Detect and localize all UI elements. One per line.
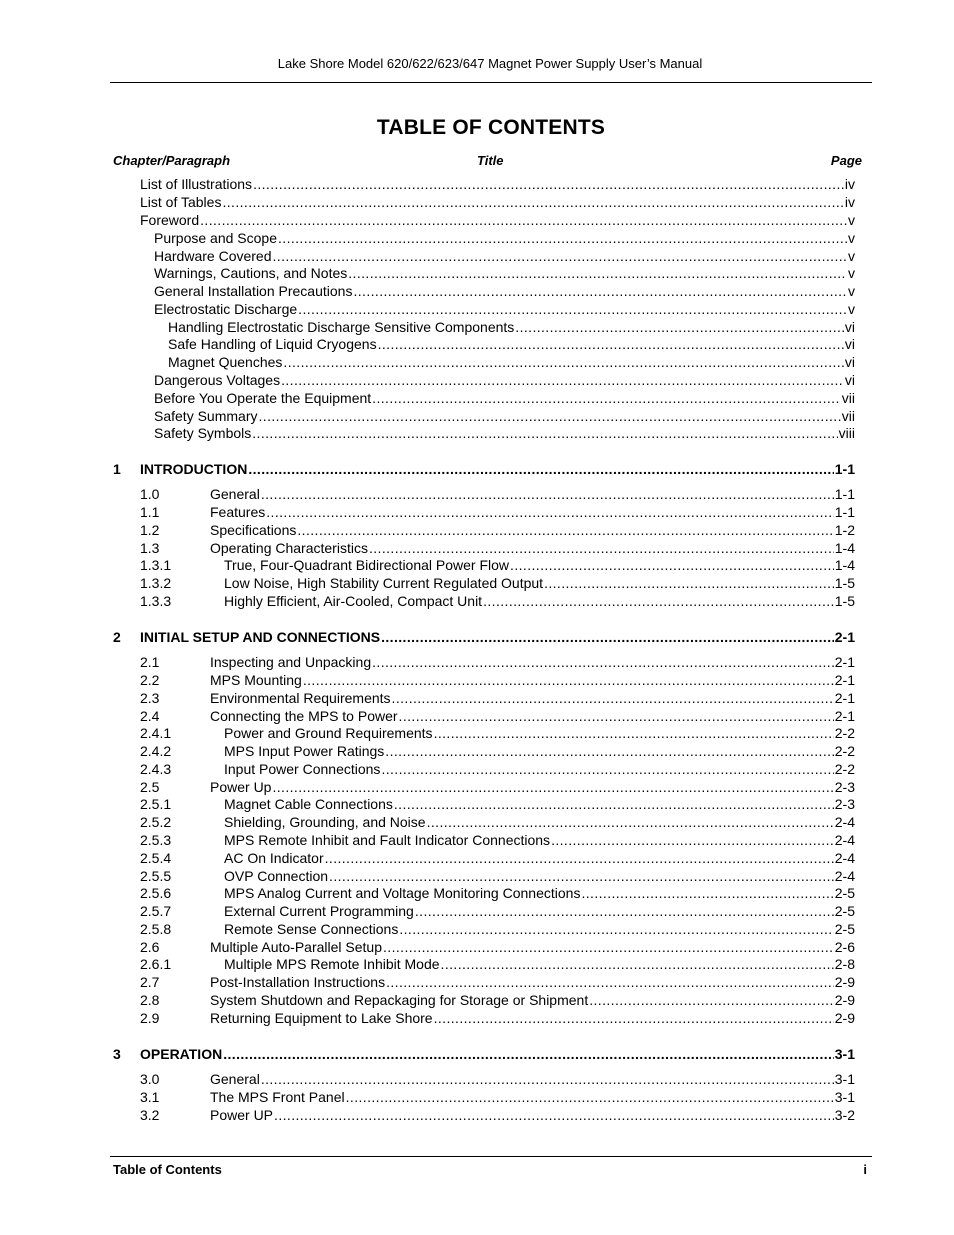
section-number: 2.7 [140,974,160,990]
section-number: 2.4.3 [140,761,172,777]
toc-entry-page: 2-4 [834,868,855,884]
section-number: 2.5.3 [140,832,172,848]
toc-entry-label: Handling Electrostatic Discharge Sensitive Components [168,319,515,335]
dot-leader [261,486,834,503]
toc-entry-label: MPS Mounting [210,672,302,688]
section-number: 3.2 [140,1107,160,1123]
dot-leader [253,176,844,193]
toc-entry-page: viii [838,425,855,441]
column-header-page: Page [830,153,862,168]
toc-entry-page: 2-5 [834,921,855,937]
toc-entry[interactable] [210,690,855,707]
toc-entry[interactable] [224,557,855,574]
toc-entry-label: Safe Handling of Liquid Cryogens [168,336,377,352]
toc-entry[interactable] [210,486,855,503]
toc-entry[interactable] [224,832,855,849]
dot-leader [303,672,834,689]
section-number: 1.1 [140,504,160,520]
dot-leader [281,372,844,389]
toc-entry-label: Returning Equipment to Lake Shore [210,1010,433,1026]
section-number: 2.5 [140,779,160,795]
toc-entry-label: General [210,486,260,502]
section-number: 1.0 [140,486,160,502]
toc-entry-label: MPS Remote Inhibit and Fault Indicator Connections [224,832,551,848]
dot-leader [273,248,848,265]
toc-entry-page: 2-5 [834,885,855,901]
dot-leader [283,354,843,371]
toc-entry[interactable] [210,779,855,796]
toc-entry-page: 2-2 [834,761,855,777]
toc-chapter-entry[interactable] [140,1046,855,1063]
dot-leader [399,708,834,725]
toc-entry-label: Foreword [140,212,200,228]
dot-leader [278,230,847,247]
toc-entry-page: 1-4 [834,540,855,556]
section-number: 1.3 [140,540,160,556]
toc-entry-label: Low Noise, High Stability Current Regulated Output [224,575,544,591]
toc-entry[interactable] [210,540,855,557]
toc-entry[interactable] [154,230,855,247]
toc-entry-page: 2-1 [834,672,855,688]
toc-entry-label: Inspecting and Unpacking [210,654,372,670]
section-number: 2.5.6 [140,885,172,901]
toc-entry[interactable] [168,319,855,336]
section-number: 2.1 [140,654,160,670]
toc-entry-page: 1-5 [834,575,855,591]
footer-rule [110,1156,872,1157]
dot-leader [325,850,834,867]
dot-leader [381,629,834,646]
toc-entry-page: v [848,248,855,264]
dot-leader [258,408,840,425]
toc-entry-page: iv [844,194,855,210]
toc-entry-label: Power and Ground Requirements [224,725,433,741]
toc-entry-page: v [848,230,855,246]
toc-entry-page: 2-1 [834,690,855,706]
dot-leader [483,593,834,610]
section-number: 1.3.3 [140,593,172,609]
toc-entry-page: 2-1 [834,708,855,724]
toc-entry[interactable] [210,939,855,956]
dot-leader [392,690,834,707]
section-number: 2.2 [140,672,160,688]
dot-leader [385,743,833,760]
section-number: 2.4.1 [140,725,172,741]
dot-leader [369,540,834,557]
section-number: 1.3.1 [140,557,172,573]
toc-chapter-label: INITIAL SETUP AND CONNECTIONS [140,629,381,645]
toc-chapter-entry[interactable] [140,629,855,646]
toc-entry[interactable] [154,425,855,442]
section-number: 3.1 [140,1089,160,1105]
dot-leader [441,956,834,973]
toc-entry-label: List of Tables [140,194,222,210]
toc-entry-page: 2-4 [834,850,855,866]
toc-entry-label: Connecting the MPS to Power [210,708,398,724]
toc-entry-label: Dangerous Voltages [154,372,281,388]
toc-entry-label: Safety Symbols [154,425,252,441]
toc-entry-label: Highly Efficient, Air-Cooled, Compact Unit [224,593,483,609]
toc-entry-label: General Installation Precautions [154,283,353,299]
toc-entry-page: vi [844,354,855,370]
dot-leader [298,301,847,318]
toc-entry[interactable] [224,850,855,867]
toc-entry[interactable] [154,408,855,425]
toc-entry[interactable] [210,1107,855,1124]
toc-chapter-page: 3-1 [834,1046,855,1062]
toc-entry-label: Safety Summary [154,408,258,424]
chapter-number: 2 [113,629,121,645]
toc-entry-label: Electrostatic Discharge [154,301,298,317]
dot-leader [272,779,833,796]
toc-entry-page: 2-2 [834,725,855,741]
toc-entry-page: vi [844,372,855,388]
toc-entry-label: Purpose and Scope [154,230,277,246]
toc-entry[interactable] [154,372,855,389]
toc-entry-page: v [848,212,855,228]
toc-entry[interactable] [224,796,855,813]
toc-entry-label: Input Power Connections [224,761,381,777]
toc-entry[interactable] [140,212,855,229]
dot-leader [399,921,833,938]
toc-chapter-page: 1-1 [834,461,855,477]
section-number: 2.5.1 [140,796,172,812]
dot-leader [378,336,844,353]
toc-entry-page: 3-2 [834,1107,855,1123]
toc-entry[interactable] [224,593,855,610]
toc-entry[interactable] [210,504,855,521]
toc-entry-page: vii [841,408,855,424]
toc-entry-label: Multiple MPS Remote Inhibit Mode [224,956,440,972]
toc-entry-label: True, Four-Quadrant Bidirectional Power Flow [224,557,510,573]
dot-leader [274,1107,834,1124]
footer-page-number: i [863,1162,867,1177]
toc-entry-page: 3-1 [834,1089,855,1105]
dot-leader [223,1046,834,1063]
toc-entry-label: List of Illustrations [140,176,253,192]
toc-entry-page: 2-4 [834,832,855,848]
toc-entry[interactable] [210,974,855,991]
toc-entry-label: Shielding, Grounding, and Noise [224,814,426,830]
section-number: 2.8 [140,992,160,1008]
dot-leader [348,265,847,282]
toc-entry[interactable] [210,1071,855,1088]
toc-entry-page: v [848,301,855,317]
toc-entry-label: Post-Installation Instructions [210,974,386,990]
toc-entry-page: 2-9 [834,992,855,1008]
page-title: TABLE OF CONTENTS [376,116,606,139]
dot-leader [386,974,834,991]
dot-leader [415,903,834,920]
toc-entry[interactable] [210,654,855,671]
toc-entry-page: 2-3 [834,779,855,795]
dot-leader [544,575,834,592]
section-number: 2.5.2 [140,814,172,830]
toc-entry[interactable] [210,992,855,1009]
toc-entry-page: 1-2 [834,522,855,538]
dot-leader [266,504,834,521]
toc-entry[interactable] [168,336,855,353]
toc-entry-label: The MPS Front Panel [210,1089,345,1105]
toc-entry-page: 2-6 [834,939,855,955]
dot-leader [372,654,834,671]
toc-entry-label: Before You Operate the Equipment [154,390,372,406]
toc-entry[interactable] [168,354,855,371]
toc-entry-label: Specifications [210,522,297,538]
section-number: 2.5.8 [140,921,172,937]
toc-entry[interactable] [154,265,855,282]
chapter-number: 1 [113,461,121,477]
dot-leader [434,1010,834,1027]
toc-entry[interactable] [224,868,855,885]
footer-section-title: Table of Contents [113,1162,222,1177]
dot-leader [394,796,834,813]
dot-leader [551,832,834,849]
toc-entry-label: Operating Characteristics [210,540,368,556]
toc-entry-label: Multiple Auto-Parallel Setup [210,939,382,955]
toc-entry-label: MPS Input Power Ratings [224,743,385,759]
toc-entry-label: Environmental Requirements [210,690,391,706]
toc-entry[interactable] [210,522,855,539]
dot-leader [346,1089,834,1106]
toc-entry-label: Warnings, Cautions, and Notes [154,265,348,281]
toc-entry-label: AC On Indicator [224,850,324,866]
section-number: 2.5.4 [140,850,172,866]
toc-entry-page: 1-5 [834,593,855,609]
toc-entry-label: Magnet Quenches [168,354,283,370]
toc-entry-label: System Shutdown and Repackaging for Storage or Shipment [210,992,589,1008]
toc-entry-page: v [848,283,855,299]
toc-entry[interactable] [224,814,855,831]
toc-entry-label: Hardware Covered [154,248,272,264]
chapter-number: 3 [113,1046,121,1062]
toc-entry-page: 2-8 [834,956,855,972]
toc-entry-page: 1-1 [834,504,855,520]
dot-leader [515,319,844,336]
dot-leader [383,939,834,956]
toc-entry[interactable] [210,1089,855,1106]
toc-entry-page: 1-1 [834,486,855,502]
section-number: 2.5.5 [140,868,172,884]
column-header-chapter: Chapter/Paragraph [113,153,231,168]
column-header-title: Title [477,153,504,168]
toc-entry[interactable] [154,390,855,407]
toc-entry[interactable] [210,708,855,725]
dot-leader [252,425,837,442]
toc-entry-page: iv [844,176,855,192]
dot-leader [222,194,843,211]
toc-entry-page: 2-3 [834,796,855,812]
section-number: 2.4 [140,708,160,724]
section-number: 1.2 [140,522,160,538]
toc-entry-page: 2-1 [834,654,855,670]
dot-leader [381,761,833,778]
toc-entry[interactable] [154,301,855,318]
toc-entry[interactable] [140,176,855,193]
toc-entry-page: 2-9 [834,974,855,990]
section-number: 2.9 [140,1010,160,1026]
toc-entry[interactable] [210,1010,855,1027]
dot-leader [427,814,834,831]
toc-entry-label: Magnet Cable Connections [224,796,393,812]
toc-entry-label: Remote Sense Connections [224,921,399,937]
toc-entry-label: Power Up [210,779,272,795]
toc-entry-page: vii [841,390,855,406]
toc-entry[interactable] [224,885,855,902]
section-number: 2.6 [140,939,160,955]
dot-leader [372,390,841,407]
section-number: 2.3 [140,690,160,706]
dot-leader [261,1071,834,1088]
section-number: 2.6.1 [140,956,172,972]
toc-entry-label: General [210,1071,260,1087]
toc-entry[interactable] [154,248,855,265]
dot-leader [200,212,847,229]
dot-leader [510,557,834,574]
dot-leader [434,725,834,742]
section-number: 2.4.2 [140,743,172,759]
section-number: 2.5.7 [140,903,172,919]
dot-leader [248,461,833,478]
toc-entry-label: External Current Programming [224,903,414,919]
toc-entry-page: 2-9 [834,1010,855,1026]
toc-entry-page: 3-1 [834,1071,855,1087]
toc-chapter-label: OPERATION [140,1046,223,1062]
toc-chapter-label: INTRODUCTION [140,461,248,477]
toc-entry-page: 2-5 [834,903,855,919]
toc-entry-label: Features [210,504,266,520]
toc-entry[interactable] [224,903,855,920]
toc-entry[interactable] [210,672,855,689]
dot-leader [329,868,834,885]
section-number: 1.3.2 [140,575,172,591]
toc-entry-page: vi [844,319,855,335]
toc-chapter-entry[interactable] [140,461,855,478]
toc-entry-label: OVP Connection [224,868,329,884]
toc-entry-page: vi [844,336,855,352]
toc-entry-page: 1-4 [834,557,855,573]
toc-chapter-page: 2-1 [834,629,855,645]
toc-entry-page: 2-2 [834,743,855,759]
toc-entry[interactable] [224,743,855,760]
toc-entry[interactable] [224,761,855,778]
dot-leader [581,885,833,902]
toc-entry[interactable] [154,283,855,300]
toc-entry[interactable] [224,725,855,742]
dot-leader [297,522,833,539]
toc-entry[interactable] [224,956,855,973]
toc-entry-page: v [848,265,855,281]
header-rule [110,82,872,83]
dot-leader [589,992,834,1009]
dot-leader [353,283,847,300]
toc-entry[interactable] [224,921,855,938]
toc-entry[interactable] [224,575,855,592]
toc-entry-label: Power UP [210,1107,274,1123]
section-number: 3.0 [140,1071,160,1087]
toc-entry[interactable] [140,194,855,211]
toc-entry-label: MPS Analog Current and Voltage Monitoring Connections [224,885,581,901]
running-header: Lake Shore Model 620/622/623/647 Magnet Power Supply User’s Manual [277,56,703,71]
toc-entry-page: 2-4 [834,814,855,830]
